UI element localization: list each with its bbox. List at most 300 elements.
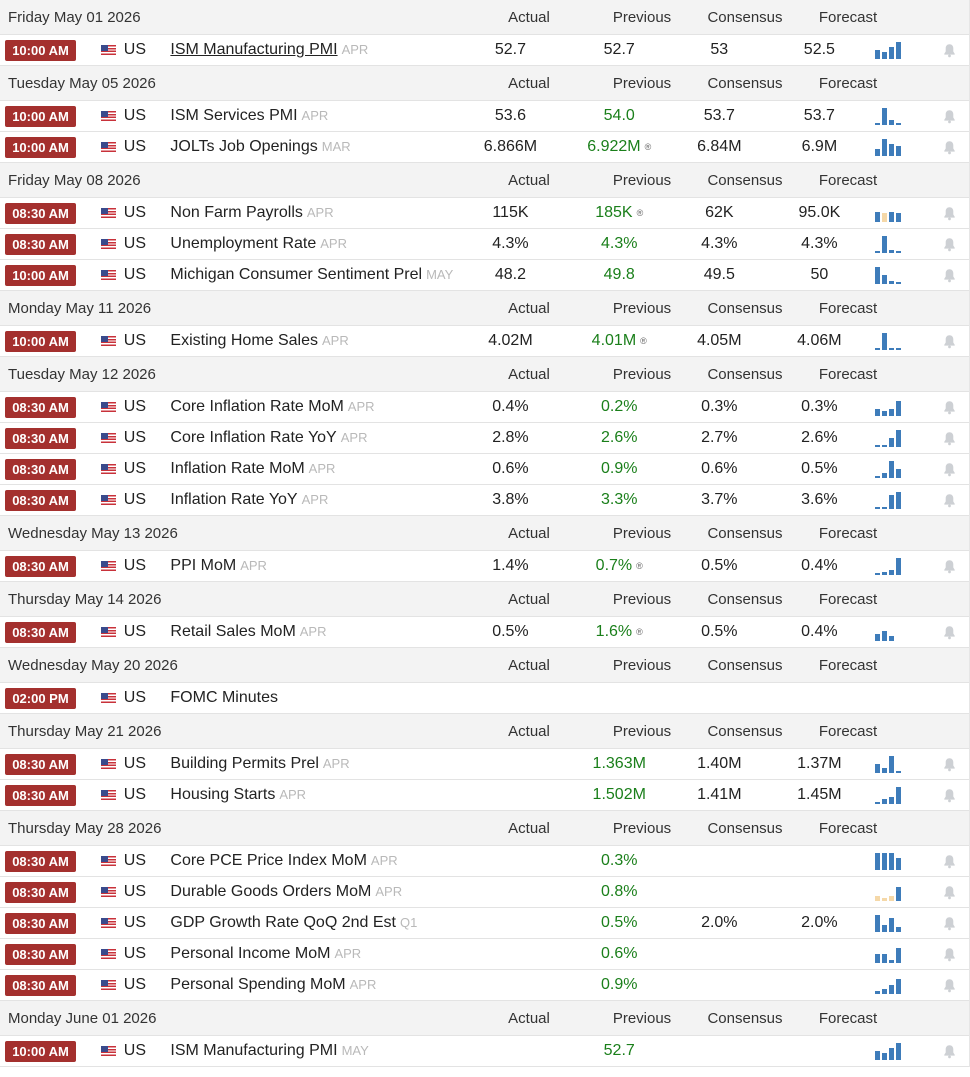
sparkline-chart[interactable] xyxy=(875,205,901,222)
spark-bar xyxy=(875,896,880,901)
us-flag-icon xyxy=(101,918,116,928)
time-cell xyxy=(0,490,101,511)
spark-bar xyxy=(882,108,887,125)
previous-cell xyxy=(565,266,674,284)
event-cell[interactable] xyxy=(170,460,456,478)
sparkline-chart[interactable] xyxy=(875,461,901,478)
event-name-link[interactable]: PPI MoM xyxy=(170,557,237,574)
col-consensus-header: Consensus xyxy=(707,722,783,740)
sparkline-chart[interactable] xyxy=(875,492,901,509)
event-row[interactable] xyxy=(0,780,969,811)
bell-icon[interactable] xyxy=(930,854,969,869)
sparkline-cell[interactable] xyxy=(874,945,930,963)
spark-bar xyxy=(889,281,894,284)
event-cell[interactable] xyxy=(170,429,456,447)
country-label: US xyxy=(123,945,146,962)
spark-bar xyxy=(875,251,880,253)
time-cell xyxy=(0,106,101,127)
event-name-link[interactable]: Housing Starts xyxy=(170,786,276,803)
us-flag-icon xyxy=(101,887,116,897)
event-row[interactable] xyxy=(0,749,969,780)
sparkline-chart[interactable] xyxy=(875,267,901,284)
col-actual-header: Actual xyxy=(508,722,550,740)
previous-value: 2.6% xyxy=(601,429,638,446)
event-cell[interactable] xyxy=(170,755,456,773)
event-name-link[interactable]: Core Inflation Rate MoM xyxy=(170,398,344,415)
country-label: US xyxy=(123,786,146,803)
event-period: APR xyxy=(347,399,375,414)
time-badge: 08:30 AM xyxy=(5,944,76,965)
event-row[interactable] xyxy=(0,485,969,516)
previous-value: 3.3% xyxy=(601,491,638,508)
sparkline-cell[interactable] xyxy=(874,332,930,350)
event-row[interactable] xyxy=(0,132,969,163)
event-name-link[interactable]: Building Permits Prel xyxy=(170,755,319,772)
consensus-value: 53 xyxy=(710,41,729,58)
event-name-link[interactable]: Existing Home Sales xyxy=(170,332,319,349)
consensus-value: 0.6% xyxy=(701,460,738,477)
spark-bar xyxy=(889,438,894,447)
event-cell[interactable] xyxy=(170,235,456,253)
sparkline-chart[interactable] xyxy=(875,915,901,932)
event-cell[interactable] xyxy=(170,786,456,804)
actual-value: 0.5% xyxy=(492,623,529,640)
event-name-link[interactable]: Non Farm Payrolls xyxy=(170,204,303,221)
sparkline-cell[interactable] xyxy=(874,976,930,994)
us-flag-icon xyxy=(101,45,116,55)
bell-icon[interactable] xyxy=(930,1044,969,1059)
sparkline-chart[interactable] xyxy=(875,853,901,870)
bell-icon[interactable] xyxy=(930,559,969,574)
actual-value: 2.8% xyxy=(492,429,529,446)
sparkline-cell[interactable] xyxy=(874,491,930,509)
actual-value: 4.3% xyxy=(492,235,529,252)
time-cell xyxy=(0,944,101,965)
bell-icon[interactable] xyxy=(930,947,969,962)
event-cell[interactable] xyxy=(170,491,456,509)
previous-cell xyxy=(565,41,674,59)
bell-icon[interactable] xyxy=(930,916,969,931)
spark-bar xyxy=(875,507,880,509)
sparkline-chart[interactable] xyxy=(875,430,901,447)
event-cell[interactable] xyxy=(170,557,456,575)
spark-bar xyxy=(896,213,901,222)
forecast-value: 1.45M xyxy=(797,786,842,803)
event-name-link[interactable]: Core Inflation Rate YoY xyxy=(170,429,337,446)
sparkline-cell[interactable] xyxy=(874,557,930,575)
previous-value: 0.3% xyxy=(601,852,638,869)
spark-bar xyxy=(882,768,887,773)
col-actual-header: Actual xyxy=(508,365,550,383)
spark-bar xyxy=(875,476,880,478)
spark-bar xyxy=(882,507,887,509)
sparkline-chart[interactable] xyxy=(875,333,901,350)
time-badge: 10:00 AM xyxy=(5,106,76,127)
day-date: Tuesday May 05 2026 xyxy=(8,74,156,92)
time-cell xyxy=(0,234,101,255)
revised-icon: ® xyxy=(636,208,644,218)
sparkline-cell[interactable] xyxy=(874,914,930,932)
us-flag-icon xyxy=(101,495,116,505)
spark-bar xyxy=(889,853,894,870)
consensus-value: 0.5% xyxy=(701,557,738,574)
col-consensus-header: Consensus xyxy=(707,299,783,317)
time-cell xyxy=(0,265,101,286)
us-flag-icon xyxy=(101,142,116,152)
event-name-link[interactable]: Inflation Rate MoM xyxy=(170,460,305,477)
event-cell[interactable] xyxy=(170,266,456,284)
event-period: MAY xyxy=(426,267,454,282)
bell-icon[interactable] xyxy=(930,109,969,124)
spark-bar xyxy=(875,445,880,447)
event-cell[interactable] xyxy=(170,138,456,156)
event-period: APR xyxy=(340,430,368,445)
event-row[interactable] xyxy=(0,908,969,939)
event-row[interactable] xyxy=(0,877,969,908)
time-cell xyxy=(0,882,101,903)
actual-value: 6.866M xyxy=(483,138,538,155)
time-badge: 08:30 AM xyxy=(5,428,76,449)
day-date: Friday May 08 2026 xyxy=(8,171,141,189)
event-cell[interactable] xyxy=(170,204,456,222)
sparkline-chart[interactable] xyxy=(875,884,901,901)
previous-cell xyxy=(565,204,674,222)
event-cell[interactable] xyxy=(170,41,456,59)
forecast-value: 1.37M xyxy=(797,755,842,772)
event-cell[interactable] xyxy=(170,398,456,416)
forecast-value: 4.06M xyxy=(797,332,842,349)
sparkline-cell[interactable] xyxy=(874,138,930,156)
spark-bar xyxy=(882,236,887,253)
time-badge: 10:00 AM xyxy=(5,137,76,158)
col-forecast-header: Forecast xyxy=(818,819,878,837)
bell-icon[interactable] xyxy=(930,978,969,993)
event-period: APR xyxy=(301,108,329,123)
event-period: MAY xyxy=(341,1043,369,1058)
sparkline-chart[interactable] xyxy=(875,977,901,994)
previous-value: 4.3% xyxy=(601,235,638,252)
sparkline-chart[interactable] xyxy=(875,946,901,963)
previous-cell xyxy=(565,786,674,804)
spark-bar xyxy=(896,401,901,416)
event-name-link[interactable]: GDP Growth Rate QoQ 2nd Est xyxy=(170,914,396,931)
spark-bar xyxy=(889,797,894,804)
forecast-value: 2.0% xyxy=(801,914,838,931)
col-previous-header: Previous xyxy=(612,299,672,317)
forecast-value: 50 xyxy=(810,266,829,283)
sparkline-cell[interactable] xyxy=(874,429,930,447)
event-period: APR xyxy=(306,205,334,220)
consensus-value: 0.5% xyxy=(701,623,738,640)
time-cell xyxy=(0,428,101,449)
spark-bar xyxy=(889,896,894,901)
event-name-link[interactable]: Personal Spending MoM xyxy=(170,976,346,993)
day-header xyxy=(0,291,969,326)
forecast-value: 0.5% xyxy=(801,460,838,477)
bell-icon[interactable] xyxy=(930,462,969,477)
spark-bar xyxy=(896,146,901,156)
country-label: US xyxy=(123,429,146,446)
event-cell[interactable] xyxy=(170,976,456,994)
col-forecast-header: Forecast xyxy=(818,590,878,608)
event-period: APR xyxy=(375,884,403,899)
previous-value: 185K xyxy=(595,204,633,221)
us-flag-icon xyxy=(101,433,116,443)
time-badge: 10:00 AM xyxy=(5,1041,76,1062)
bell-icon[interactable] xyxy=(930,431,969,446)
spark-bar xyxy=(896,858,901,870)
sparkline-cell[interactable] xyxy=(874,107,930,125)
bell-icon[interactable] xyxy=(930,140,969,155)
event-row[interactable] xyxy=(0,617,969,648)
event-row[interactable] xyxy=(0,939,969,970)
col-previous-header: Previous xyxy=(612,656,672,674)
event-row[interactable] xyxy=(0,198,969,229)
event-row[interactable] xyxy=(0,551,969,582)
sparkline-cell[interactable] xyxy=(874,41,930,59)
sparkline-chart[interactable] xyxy=(875,558,901,575)
sparkline-cell[interactable] xyxy=(874,204,930,222)
sparkline-cell[interactable] xyxy=(874,398,930,416)
actual-value: 0.6% xyxy=(492,460,529,477)
event-row[interactable] xyxy=(0,846,969,877)
event-row[interactable] xyxy=(0,683,969,714)
spark-bar xyxy=(875,149,880,156)
event-cell[interactable] xyxy=(170,1042,456,1060)
consensus-value: 53.7 xyxy=(703,107,735,124)
col-consensus-header: Consensus xyxy=(707,819,783,837)
revised-icon: ® xyxy=(636,561,643,571)
bell-icon[interactable] xyxy=(930,334,969,349)
event-row[interactable] xyxy=(0,454,969,485)
day-date: Monday May 11 2026 xyxy=(8,299,152,317)
spark-bar xyxy=(896,348,901,350)
spark-bar xyxy=(896,558,901,575)
day-date: Wednesday May 13 2026 xyxy=(8,524,178,542)
event-cell[interactable] xyxy=(170,945,456,963)
time-cell xyxy=(0,688,101,709)
col-actual-header: Actual xyxy=(508,299,550,317)
time-cell xyxy=(0,622,101,643)
sparkline-chart[interactable] xyxy=(875,399,901,416)
time-cell xyxy=(0,137,101,158)
sparkline-cell[interactable] xyxy=(874,786,930,804)
day-date: Thursday May 14 2026 xyxy=(8,590,162,608)
spark-bar xyxy=(882,445,887,447)
sparkline-chart[interactable] xyxy=(875,1043,901,1060)
sparkline-chart[interactable] xyxy=(875,236,901,253)
event-period: APR xyxy=(322,333,349,348)
spark-bar xyxy=(882,411,887,416)
previous-value: 0.7% xyxy=(595,557,633,574)
forecast-value: 0.4% xyxy=(801,623,838,640)
event-row[interactable] xyxy=(0,423,969,454)
event-row[interactable] xyxy=(0,35,969,66)
event-row[interactable] xyxy=(0,1036,969,1067)
event-row[interactable] xyxy=(0,970,969,1001)
spark-bar xyxy=(889,918,894,932)
event-cell[interactable] xyxy=(170,883,456,901)
forecast-value: 95.0K xyxy=(798,204,841,221)
previous-cell xyxy=(565,883,674,901)
spark-bar xyxy=(882,954,887,963)
spark-bar xyxy=(896,42,901,59)
spark-bar xyxy=(882,52,887,59)
country-label: US xyxy=(123,976,146,993)
sparkline-chart[interactable] xyxy=(875,787,901,804)
col-actual-header: Actual xyxy=(508,171,550,189)
previous-value: 52.7 xyxy=(603,1042,635,1059)
event-row[interactable] xyxy=(0,326,969,357)
event-name-link[interactable]: Durable Goods Orders MoM xyxy=(170,883,372,900)
event-period: APR xyxy=(308,461,336,476)
previous-cell xyxy=(565,1042,674,1060)
event-name-link[interactable]: Unemployment Rate xyxy=(170,235,317,252)
time-badge: 08:30 AM xyxy=(5,851,76,872)
event-row[interactable] xyxy=(0,392,969,423)
col-previous-header: Previous xyxy=(612,74,672,92)
forecast-value: 3.6% xyxy=(801,491,838,508)
previous-cell xyxy=(565,235,674,253)
day-header xyxy=(0,163,969,198)
previous-value: 0.9% xyxy=(601,976,638,993)
spark-bar xyxy=(889,120,894,125)
time-badge: 10:00 AM xyxy=(5,331,76,352)
previous-cell xyxy=(565,491,674,509)
col-previous-header: Previous xyxy=(612,365,672,383)
sparkline-cell[interactable] xyxy=(874,1042,930,1060)
spark-bar xyxy=(896,123,901,125)
sparkline-cell[interactable] xyxy=(874,755,930,773)
sparkline-chart[interactable] xyxy=(875,624,894,641)
bell-icon[interactable] xyxy=(930,885,969,900)
spark-bar xyxy=(882,139,887,156)
previous-cell xyxy=(565,332,674,350)
time-cell xyxy=(0,913,101,934)
col-actual-header: Actual xyxy=(508,590,550,608)
event-name-link[interactable]: ISM Manufacturing PMI xyxy=(170,41,338,58)
event-row[interactable] xyxy=(0,260,969,291)
time-badge: 08:30 AM xyxy=(5,882,76,903)
bell-icon[interactable] xyxy=(930,788,969,803)
actual-value: 4.02M xyxy=(488,332,533,349)
event-name-link[interactable]: ISM Services PMI xyxy=(170,107,298,124)
country-label: US xyxy=(123,914,146,931)
spark-bar xyxy=(896,430,901,447)
actual-value: 0.4% xyxy=(492,398,529,415)
spark-bar xyxy=(896,948,901,963)
event-cell[interactable] xyxy=(170,914,456,932)
sparkline-chart[interactable] xyxy=(875,756,901,773)
sparkline-cell[interactable] xyxy=(874,266,930,284)
bell-icon[interactable] xyxy=(930,268,969,283)
sparkline-cell[interactable] xyxy=(874,883,930,901)
bell-icon[interactable] xyxy=(930,625,969,640)
bell-icon[interactable] xyxy=(930,400,969,415)
spark-bar xyxy=(889,985,894,994)
previous-value: 52.7 xyxy=(603,41,635,58)
time-badge: 10:00 AM xyxy=(5,40,76,61)
time-badge: 08:30 AM xyxy=(5,975,76,996)
forecast-value: 2.6% xyxy=(801,429,838,446)
sparkline-cell[interactable] xyxy=(874,623,930,641)
event-cell[interactable] xyxy=(170,107,456,125)
event-cell[interactable] xyxy=(170,852,456,870)
country-label: US xyxy=(123,41,146,58)
consensus-value: 2.7% xyxy=(701,429,738,446)
event-name-link[interactable]: Retail Sales MoM xyxy=(170,623,296,640)
previous-cell xyxy=(565,138,674,156)
spark-bar xyxy=(875,764,880,773)
time-badge: 08:30 AM xyxy=(5,459,76,480)
sparkline-chart[interactable] xyxy=(875,139,901,156)
time-cell xyxy=(0,556,101,577)
consensus-value: 62K xyxy=(705,204,734,221)
event-name-link[interactable]: JOLTs Job Openings xyxy=(170,138,318,155)
time-cell xyxy=(0,40,101,61)
us-flag-icon xyxy=(101,949,116,959)
us-flag-icon xyxy=(101,790,116,800)
actual-value: 3.8% xyxy=(492,491,529,508)
previous-value: 0.6% xyxy=(601,945,638,962)
consensus-value: 49.5 xyxy=(703,266,735,283)
col-previous-header: Previous xyxy=(612,8,672,26)
spark-bar xyxy=(889,461,894,478)
col-actual-header: Actual xyxy=(508,524,550,542)
spark-bar xyxy=(889,1048,894,1060)
spark-bar xyxy=(875,348,880,350)
sparkline-cell[interactable] xyxy=(874,689,930,707)
col-forecast-header: Forecast xyxy=(818,365,878,383)
event-row[interactable] xyxy=(0,101,969,132)
forecast-value: 0.3% xyxy=(801,398,838,415)
sparkline-chart[interactable] xyxy=(875,42,901,59)
spark-bar xyxy=(875,802,880,804)
bell-icon[interactable] xyxy=(930,43,969,58)
day-date: Monday June 01 2026 xyxy=(8,1009,157,1027)
event-name-link[interactable]: Personal Income MoM xyxy=(170,945,331,962)
consensus-value: 1.40M xyxy=(697,755,742,772)
spark-bar xyxy=(889,960,894,963)
event-name-link[interactable]: Michigan Consumer Sentiment Prel xyxy=(170,266,423,283)
country-label: US xyxy=(123,557,146,574)
event-cell[interactable] xyxy=(170,623,456,641)
bell-icon[interactable] xyxy=(930,757,969,772)
consensus-value: 4.05M xyxy=(697,332,742,349)
bell-icon[interactable] xyxy=(930,493,969,508)
event-cell[interactable] xyxy=(170,689,456,707)
event-name-link[interactable]: ISM Manufacturing PMI xyxy=(170,1042,338,1059)
bell-icon[interactable] xyxy=(930,237,969,252)
spark-bar xyxy=(896,887,901,901)
bell-icon[interactable] xyxy=(930,206,969,221)
sparkline-cell[interactable] xyxy=(874,460,930,478)
us-flag-icon xyxy=(101,464,116,474)
event-row[interactable] xyxy=(0,229,969,260)
event-name-link[interactable]: Inflation Rate YoY xyxy=(170,491,298,508)
sparkline-cell[interactable] xyxy=(874,235,930,253)
event-name-link[interactable]: FOMC Minutes xyxy=(170,689,278,706)
event-name-link[interactable]: Core PCE Price Index MoM xyxy=(170,852,367,869)
sparkline-chart[interactable] xyxy=(875,108,901,125)
spark-bar xyxy=(882,572,887,575)
previous-value: 1.6% xyxy=(595,623,633,640)
previous-cell xyxy=(565,557,674,575)
sparkline-cell[interactable] xyxy=(874,852,930,870)
spark-bar xyxy=(882,925,887,932)
event-period: Q1 xyxy=(399,915,418,930)
event-cell[interactable] xyxy=(170,332,456,350)
